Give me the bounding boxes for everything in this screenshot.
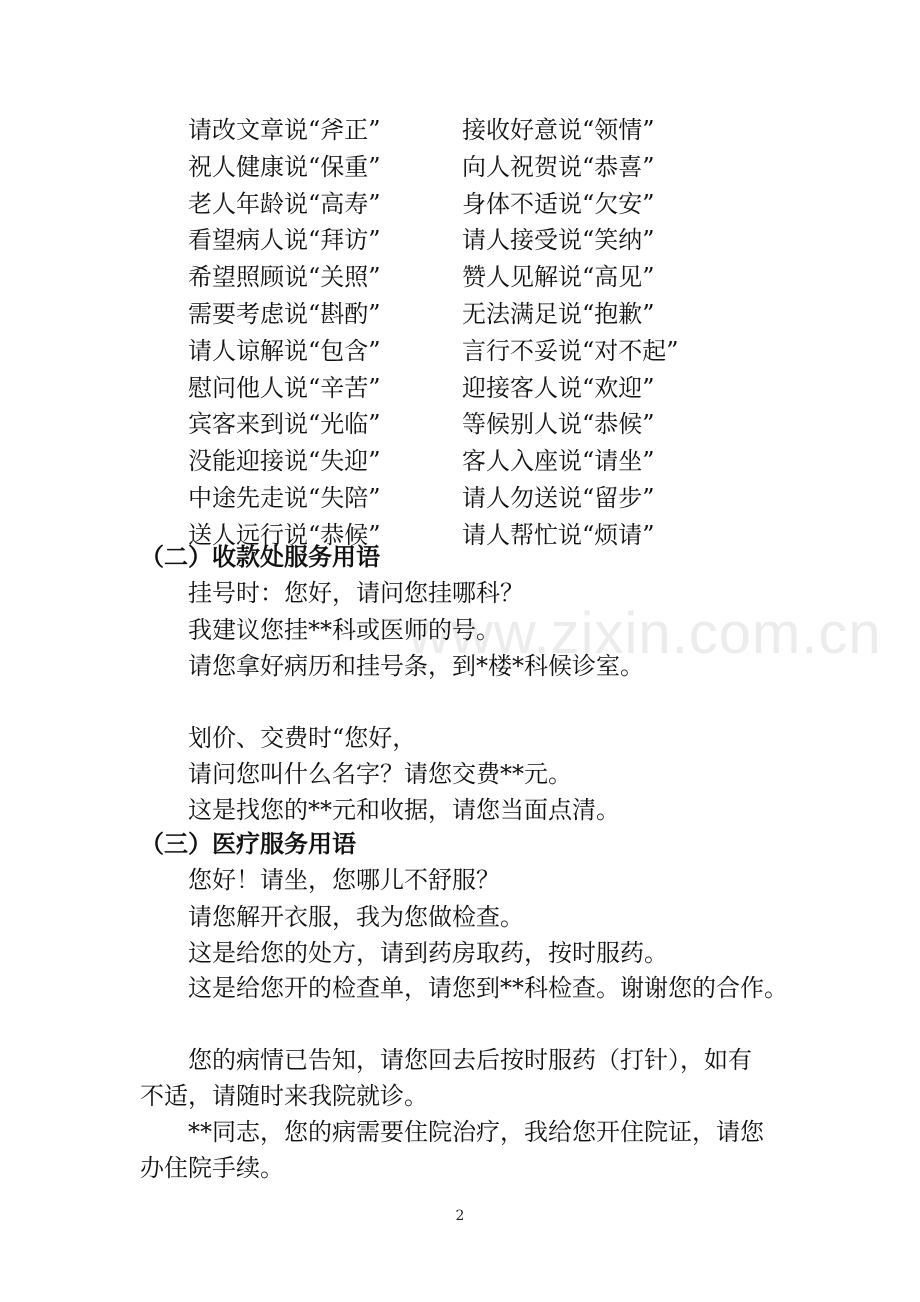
list-item bbox=[188, 333, 748, 370]
term-left: 没能迎接说“失迎” bbox=[188, 447, 381, 476]
list-item bbox=[188, 406, 748, 443]
page-number: 2 bbox=[455, 1208, 465, 1224]
list-item bbox=[188, 443, 748, 480]
term-left: 请改文章说“斧正” bbox=[188, 116, 381, 144]
term-left: 送人远行说“恭候” bbox=[188, 520, 381, 549]
paragraph-line: **同志，您的病需要住院治疗，我给您开住院证，请您 bbox=[188, 1118, 764, 1146]
term-left: 祝人健康说“保重” bbox=[188, 152, 381, 181]
paragraph-line: 挂号时：您好，请问您挂哪科？ bbox=[188, 579, 524, 607]
paragraph-line: 办住院手续。 bbox=[140, 1154, 284, 1182]
term-right: 请人接受说“笑纳” bbox=[462, 226, 655, 255]
term-right: 无法满足说“抱歉” bbox=[462, 299, 655, 328]
term-right: 赞人见解说“高见” bbox=[462, 263, 655, 292]
term-left: 老人年龄说“高寿” bbox=[188, 189, 381, 218]
paragraph-line: 这是给您开的检查单，请您到**科检查。谢谢您的合作。 bbox=[188, 974, 788, 1002]
list-item bbox=[188, 149, 748, 186]
list-item bbox=[188, 370, 748, 407]
paragraph-line: 这是找您的**元和收据，请您当面点清。 bbox=[188, 796, 620, 824]
paragraph-line: 您好！请坐，您哪儿不舒服？ bbox=[188, 866, 500, 894]
paragraph-line: 这是给您的处方，请到药房取药，按时服药。 bbox=[188, 939, 668, 967]
section-heading-cashier: （二）收款处服务用语 bbox=[140, 542, 380, 571]
list-item bbox=[188, 259, 748, 296]
term-right: 请人勿送说“留步” bbox=[462, 483, 655, 512]
term-right: 言行不妥说“对不起” bbox=[462, 336, 679, 365]
paragraph-line: 请问您叫什么名字？请您交费**元。 bbox=[188, 760, 572, 788]
watermark: www.zixin.com.cn bbox=[408, 601, 882, 666]
paragraph-line: 请您解开衣服，我为您做检查。 bbox=[188, 903, 524, 931]
list-item bbox=[188, 186, 748, 223]
paragraph-line: 您的病情已告知，请您回去后按时服药（打针），如有 bbox=[188, 1046, 752, 1074]
term-left: 宾客来到说“光临” bbox=[188, 410, 381, 439]
section-heading-medical: （三）医疗服务用语 bbox=[140, 829, 356, 858]
paragraph-line: 不适，请随时来我院就诊。 bbox=[140, 1082, 428, 1110]
term-left: 看望病人说“拜访” bbox=[188, 226, 381, 255]
term-right: 身体不适说“欠安” bbox=[462, 189, 655, 218]
list-item bbox=[188, 112, 748, 149]
term-right: 向人祝贺说“恭喜” bbox=[462, 152, 655, 181]
list-item bbox=[188, 222, 748, 259]
term-right: 等候别人说“恭候” bbox=[462, 410, 655, 439]
term-right: 请人帮忙说“烦请” bbox=[462, 520, 655, 549]
polite-terms-list bbox=[188, 112, 748, 554]
term-left: 慰问他人说“辛苦” bbox=[188, 373, 381, 402]
term-left: 需要考虑说“斟酌” bbox=[188, 299, 381, 328]
term-left: 请人谅解说“包含” bbox=[188, 336, 381, 365]
term-right: 迎接客人说“欢迎” bbox=[462, 373, 655, 402]
paragraph-line: 请您拿好病历和挂号条，到*楼*科候诊室。 bbox=[188, 652, 644, 680]
paragraph-line: 划价、交费时“您好， bbox=[188, 724, 417, 752]
list-item bbox=[188, 480, 748, 517]
term-right: 接收好意说“领情” bbox=[462, 116, 655, 144]
term-left: 希望照顾说“关照” bbox=[188, 263, 381, 292]
term-left: 中途先走说“失陪” bbox=[188, 483, 381, 512]
paragraph-line: 我建议您挂**科或医师的号。 bbox=[188, 616, 500, 644]
term-right: 客人入座说“请坐” bbox=[462, 447, 655, 476]
list-item bbox=[188, 296, 748, 333]
